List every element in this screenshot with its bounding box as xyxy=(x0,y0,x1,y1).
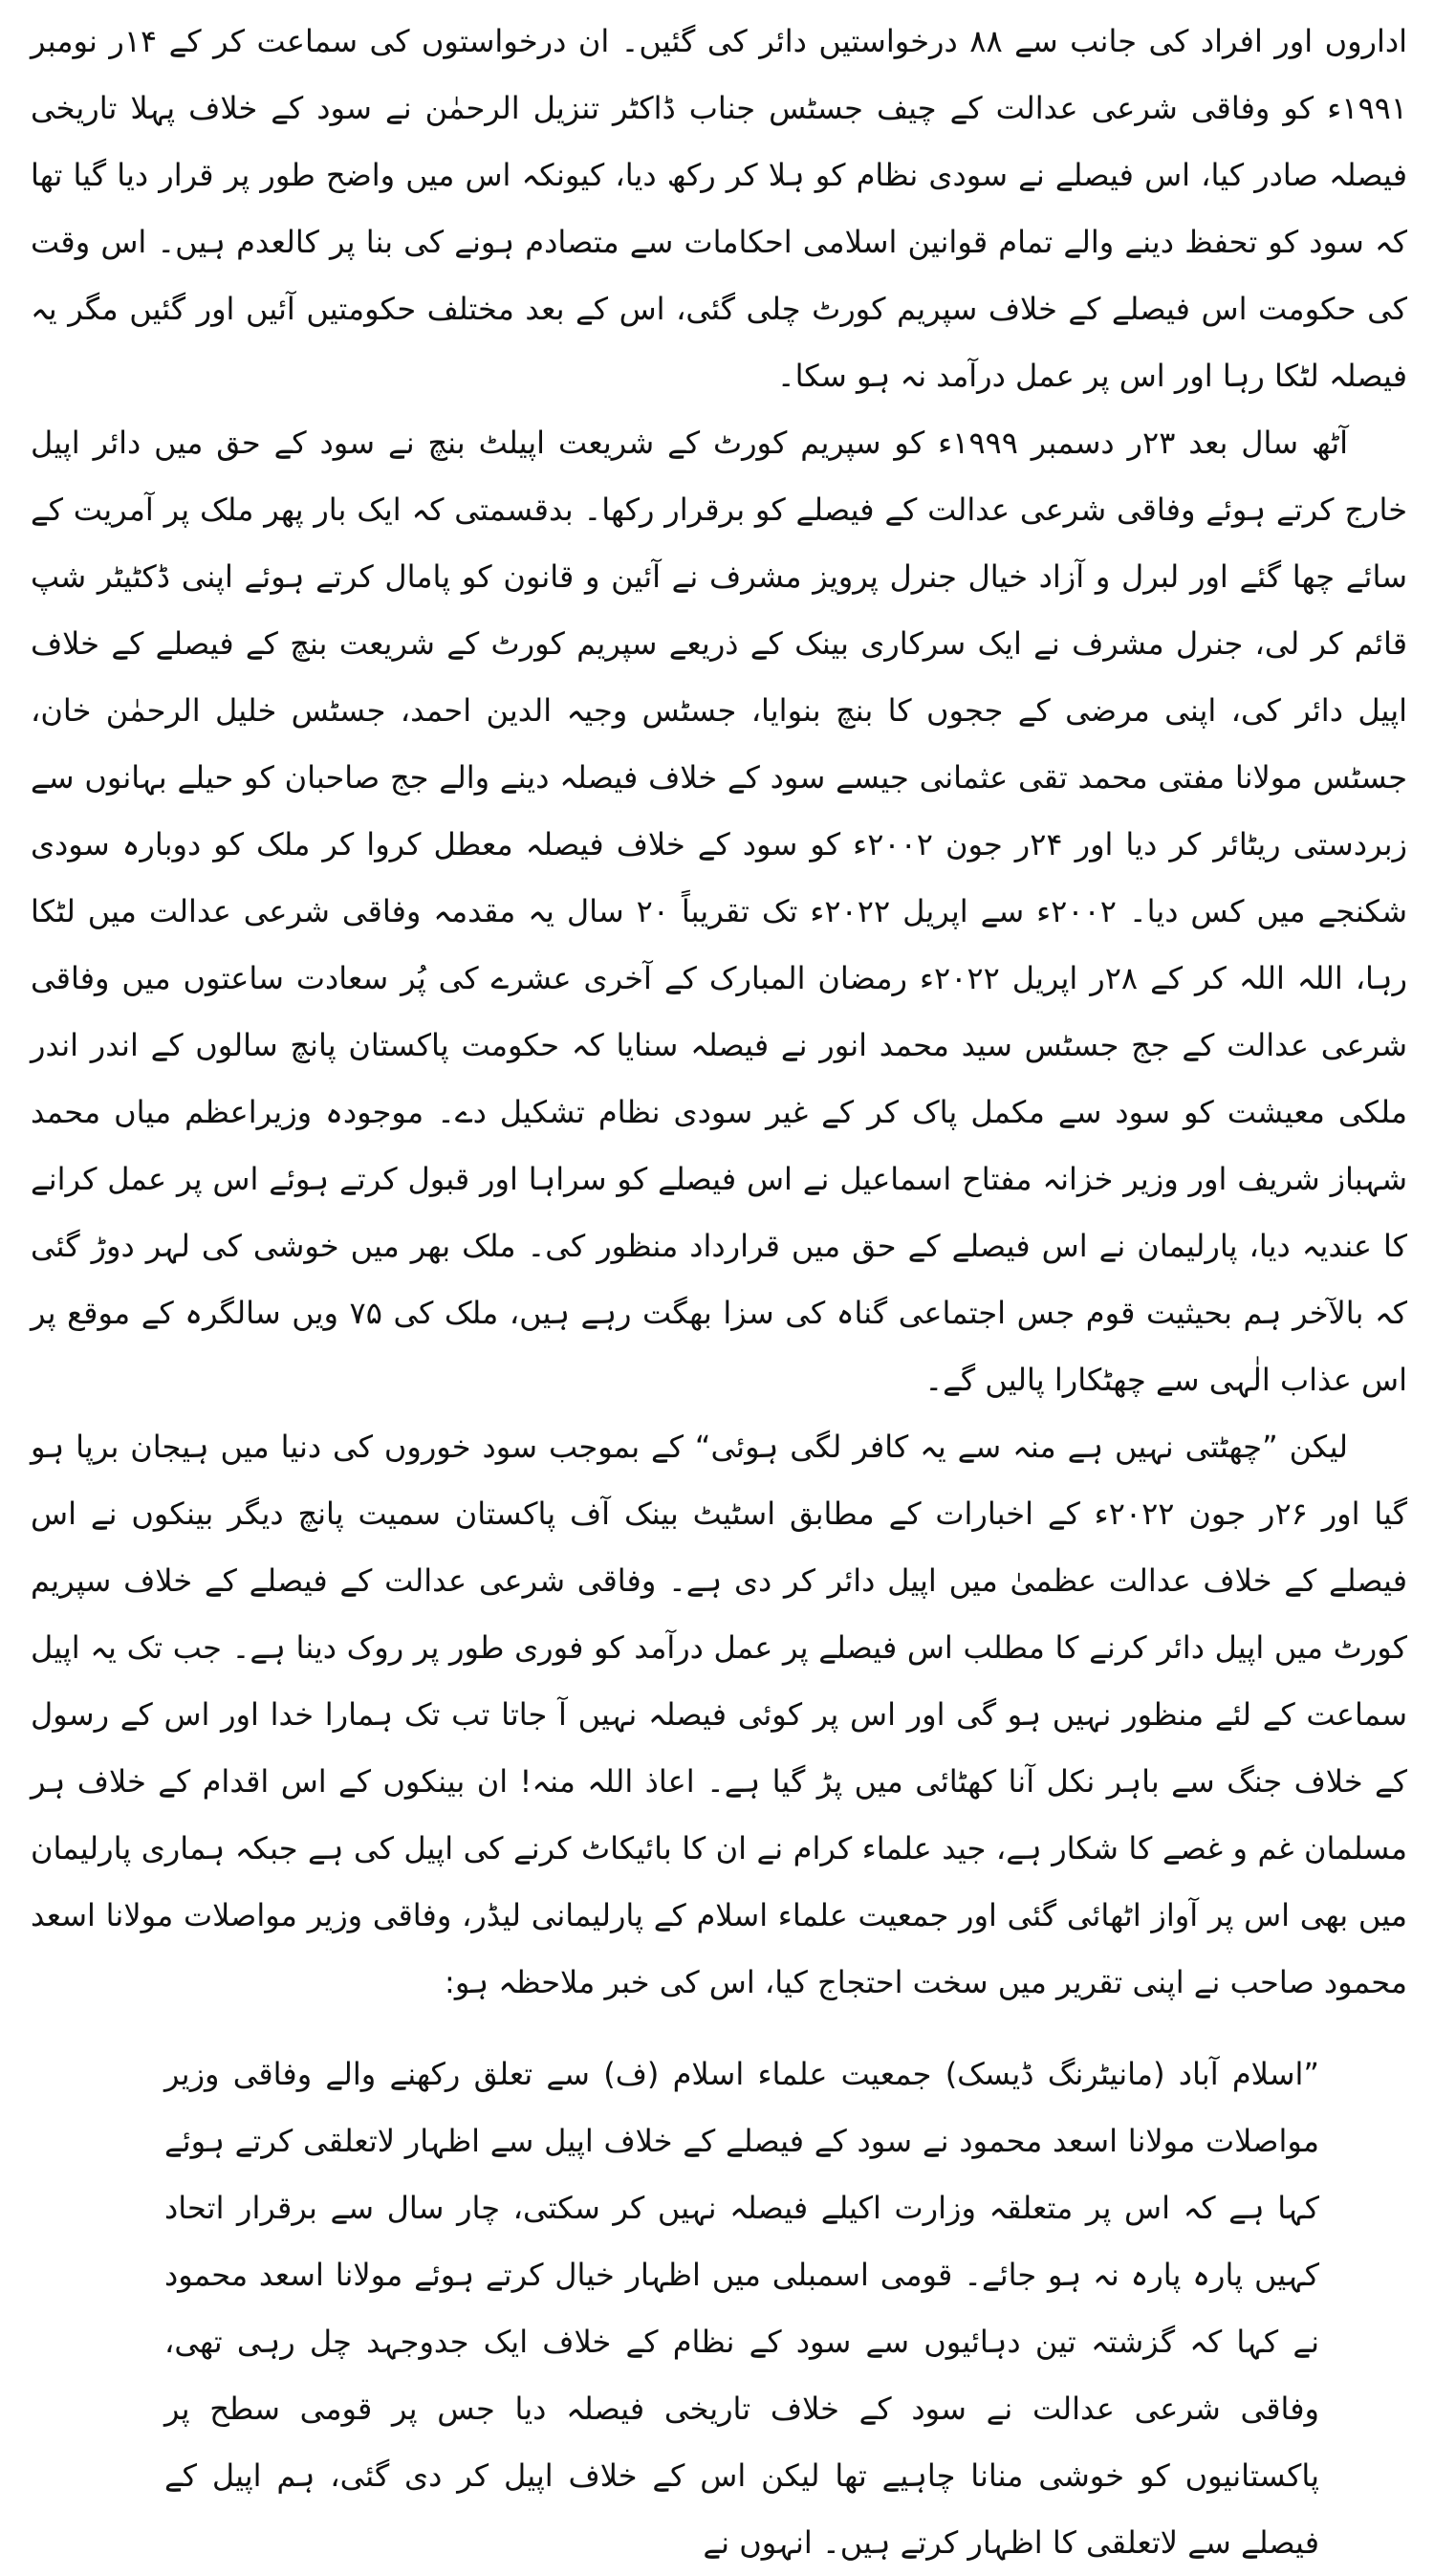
block-quote: ”اسلام آباد (مانیٹرنگ ڈیسک) جمعیت علماء اسلام (ف) سے تعلق رکھنے والے وفاقی وزیر مواصلات مولانا اسعد محمود نے سود کے فیصلے کے خلاف اپیل سے اظہار لاتعلقی کرتے ہوئے کہا ہے کہ اس پر متعلقہ وزارت اکیلے فیصلہ نہیں کر سکتی، چار سال سے برقرار اتحاد کہیں پارہ پارہ نہ ہو جائے۔ قومی اسمبلی میں اظہار خیال کرتے ہوئے مولانا اسعد محمود نے کہا کہ گزشتہ تین دہائیوں سے سود کے نظام کے خلاف ایک جدوجہد چل رہی تھی، وفاقی شرعی عدالت نے سود کے خلاف تاریخی فیصلہ دیا جس پر قومی سطح پر پاکستانیوں کو خوشی منانا چاہیے تھا لیکن اس کے خلاف اپیل کر دی گئی، ہم اپیل کے فیصلے سے لاتعلقی کا اظہار کرتے ہیں۔ انہوں نے xyxy=(164,2056,1319,2561)
paragraph-3: لیکن ”چھٹتی نہیں ہے منہ سے یہ کافر لگی ہوئی“ کے بموجب سود خوروں کی دنیا میں ہیجان برپا ہو گیا اور ۲۶ر جون ۲۰۲۲ء کے اخبارات کے مطابق اسٹیٹ بینک آف پاکستان سمیت پانچ دیگر بینکوں نے اس فیصلے کے خلاف عدالت عظمیٰ میں اپیل دائر کر دی ہے۔ وفاقی شرعی عدالت کے فیصلے کے خلاف سپریم کورٹ میں اپیل دائر کرنے کا مطلب اس فیصلے پر عمل درآمد کو فوری طور پر روک دینا ہے۔ جب تک یہ اپیل سماعت کے لئے منظور نہیں ہو گی اور اس پر کوئی فیصلہ نہیں آ جاتا تب تک ہمارا خدا اور اس کے رسول کے خلاف جنگ سے باہر نکل آنا کھٹائی میں پڑ گیا ہے۔ اعاذ اللہ منہ! ان بینکوں کے اس اقدام کے خلاف ہر مسلمان غم و غصے کا شکار ہے، جید علماء کرام نے ان کا بائیکاٹ کرنے کی اپیل کی ہے جبکہ ہماری پارلیمان میں بھی اس پر آواز اٹھائی گئی اور جمعیت علماء اسلام کے پارلیمانی لیڈر، وفاقی وزیر مواصلات مولانا اسعد محمود صاحب نے اپنی تقریر میں سخت احتجاج کیا، اس کی خبر ملاحظہ ہو: xyxy=(31,1429,1408,2000)
paragraph-1: اداروں اور افراد کی جانب سے ۸۸ درخواستیں دائر کی گئیں۔ ان درخواستوں کی سماعت کر کے ۱۴ر نومبر ۱۹۹۱ء کو وفاقی شرعی عدالت کے چیف جسٹس جناب ڈاکٹر تنزیل الرحمٰن نے سود کے خلاف پہلا تاریخی فیصلہ صادر کیا، اس فیصلے نے سودی نظام کو ہلا کر رکھ دیا، کیونکہ اس میں واضح طور پر قرار دیا گیا تھا کہ سود کو تحفظ دینے والے تمام قوانین اسلامی احکامات سے متصادم ہونے کی بنا پر کالعدم ہیں۔ اس وقت کی حکومت اس فیصلے کے خلاف سپریم کورٹ چلی گئی، اس کے بعد مختلف حکومتیں آئیں اور گئیں مگر یہ فیصلہ لٹکا رہا اور اس پر عمل درآمد نہ ہو سکا۔ xyxy=(31,23,1408,394)
paragraph-2: آٹھ سال بعد ۲۳ر دسمبر ۱۹۹۹ء کو سپریم کورٹ کے شریعت اپیلٹ بنچ نے سود کے حق میں دائر اپیل خارج کرتے ہوئے وفاقی شرعی عدالت کے فیصلے کو برقرار رکھا۔ بدقسمتی کہ ایک بار پھر ملک پر آمریت کے سائے چھا گئے اور لبرل و آزاد خیال جنرل پرویز مشرف نے آئین و قانون کو پامال کرتے ہوئے اپنی ڈکٹیٹر شپ قائم کر لی، جنرل مشرف نے ایک سرکاری بینک کے ذریعے سپریم کورٹ کے شریعت بنچ کے فیصلے کے خلاف اپیل دائر کی، اپنی مرضی کے ججوں کا بنچ بنوایا، جسٹس وجیہ الدین احمد، جسٹس خلیل الرحمٰن خان، جسٹس مولانا مفتی محمد تقی عثمانی جیسے سود کے خلاف فیصلہ دینے والے جج صاحبان کو حیلے بہانوں سے زبردستی ریٹائر کر دیا اور ۲۴ر جون ۲۰۰۲ء کو سود کے خلاف فیصلہ معطل کروا کر ملک کو دوبارہ سودی شکنجے میں کس دیا۔ ۲۰۰۲ء سے اپریل ۲۰۲۲ء تک تقریباً ۲۰ سال یہ مقدمہ وفاقی شرعی عدالت میں لٹکا رہا، اللہ اللہ کر کے ۲۸ر اپریل ۲۰۲۲ء رمضان المبارک کے آخری عشرے کی پُر سعادت ساعتوں میں وفاقی شرعی عدالت کے جج جسٹس سید محمد انور نے فیصلہ سنایا کہ حکومت پاکستان پانچ سالوں کے اندر اندر ملکی معیشت کو سود سے مکمل پاک کر کے غیر سودی نظام تشکیل دے۔ موجودہ وزیراعظم میاں محمد شہباز شریف اور وزیر خزانہ مفتاح اسماعیل نے اس فیصلے کو سراہا اور قبول کرتے ہوئے اس پر عمل کرانے کا عندیہ دیا، پارلیمان نے اس فیصلے کے حق میں قرارداد منظور کی۔ ملک بھر میں خوشی کی لہر دوڑ گئی کہ بالآخر ہم بحیثیت قوم جس اجتماعی گناہ کی سزا بھگت رہے ہیں، ملک کی ۷۵ ویں سالگرہ کے موقع پر اس عذاب الٰہی سے چھٹکارا پالیں گے۔ xyxy=(31,425,1408,1398)
